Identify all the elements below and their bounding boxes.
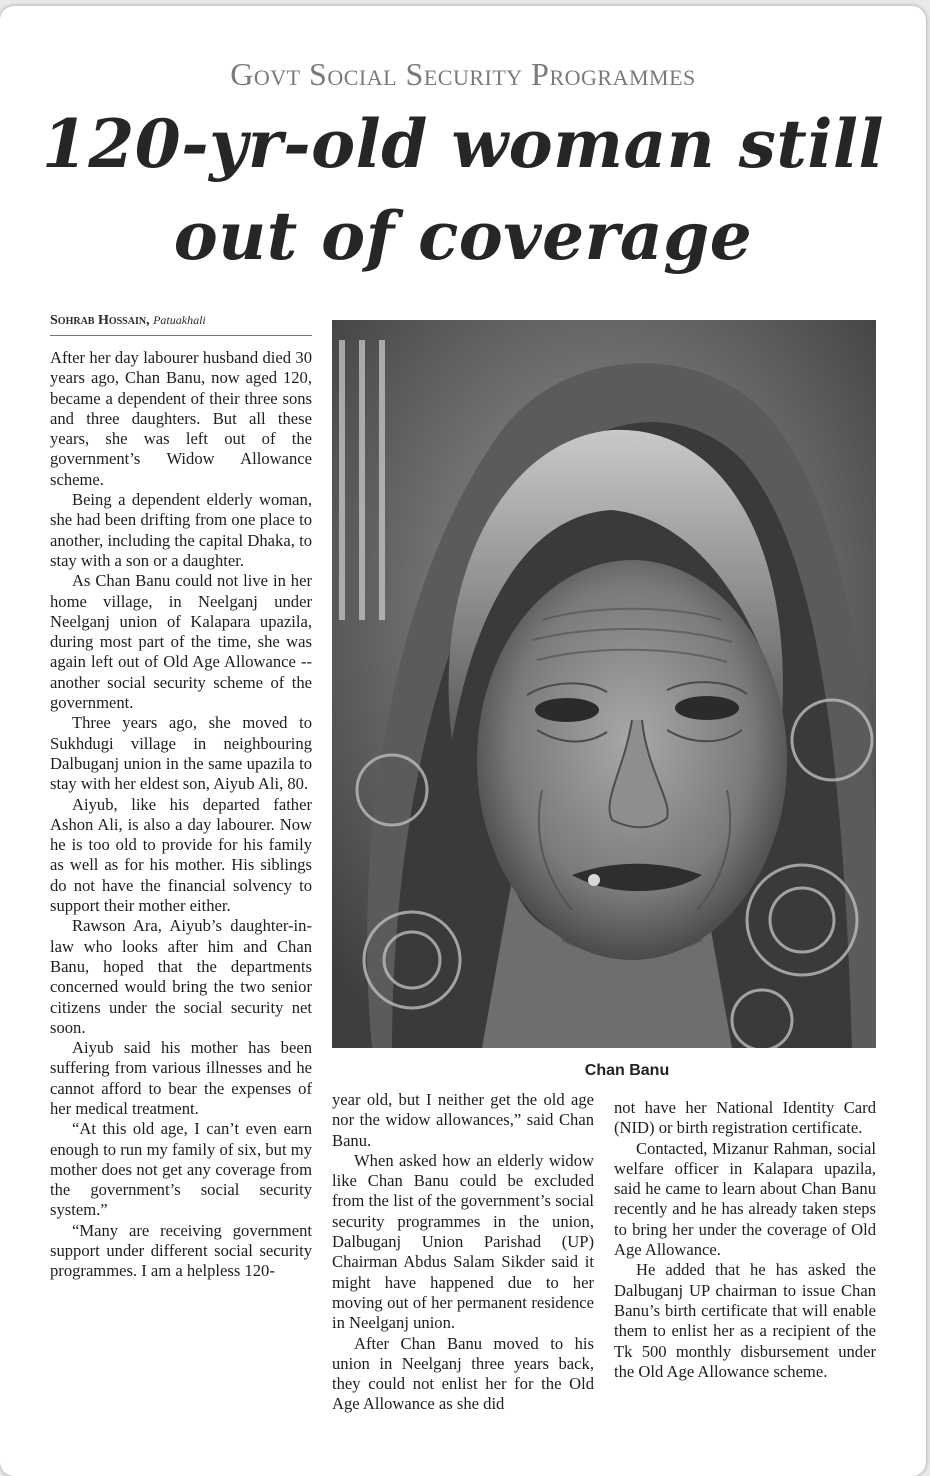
headline-line-2: out of coverage <box>173 197 753 275</box>
byline-place: Patuakhali <box>153 313 206 327</box>
paragraph: Rawson Ara, Aiyub’s daughter-in-law who looks after him and Chan Banu, hoped that the departments concerned would bring the two senior citizens under the social security net soon. <box>50 916 312 1037</box>
article-column-3 <box>614 1098 876 1382</box>
newspaper-page <box>0 6 926 1476</box>
paragraph: When asked how an elderly widow like Chan Banu could be excluded from the list of the government’s social security programmes in the union, Dalbuganj Union Parishad (UP) Chairman Abdus Salam Sikder said it might have happened due to her moving out of her permanent residence in Neelganj union. <box>332 1150 594 1333</box>
paragraph: Aiyub, like his departed father Ashon Ali, is also a day labourer. Now he is too old to provide for his family as well as for his mother. His siblings do not have the financial solvency to support their mother either. <box>50 794 312 916</box>
headline-line-1: 120-yr-old woman still <box>41 105 885 183</box>
section-kicker: Govt Social Security Programmes <box>230 56 696 92</box>
paragraph: not have her National Identity Card (NID) or birth registration certificate. <box>614 1098 876 1138</box>
paragraph: He added that he has asked the Dalbuganj UP chairman to issue Chan Banu’s birth certificate that will enable them to enlist her as a recipient of the Tk 500 monthly disbursement under the Old Age Allowance scheme. <box>614 1260 876 1381</box>
article-column-1 <box>50 348 312 1282</box>
article-column-2 <box>332 1090 594 1415</box>
paragraph: “Many are receiving government support under different social security programmes. I am a helpless 120- <box>50 1220 312 1281</box>
paragraph: Contacted, Mizanur Rahman, social welfare officer in Kalapara upazila, said he came to learn about Chan Banu recently and he has already taken steps to bring her under the coverage of Old Age Allowance. <box>614 1138 876 1260</box>
paragraph: After Chan Banu moved to his union in Neelganj three years back, they could not enlist her for the Old Age Allowance as she did <box>332 1333 594 1414</box>
paragraph: Three years ago, she moved to Sukhdugi village in neighbouring Dalbuganj union in the same upazila to stay with her eldest son, Aiyub Ali, 80. <box>50 713 312 794</box>
portrait-photo <box>332 320 876 1048</box>
byline-author: Sohrab Hossain, <box>50 313 150 328</box>
paragraph: After her day labourer husband died 30 years ago, Chan Banu, now aged 120, became a dependent of their three sons and three daughters. But all these years, she was left out of the government’s Widow Allowance scheme. <box>50 348 312 489</box>
photo-caption: Chan Banu <box>584 1062 670 1079</box>
paragraph: Being a dependent elderly woman, she had been drifting from one place to another, including the capital Dhaka, to stay with a son or a daughter. <box>50 490 312 570</box>
paragraph: As Chan Banu could not live in her home village, in Neelganj under Neelganj union of Kalapara upazila, during most part of the time, she was again left out of Old Age Allowance -- another social security scheme of the government. <box>50 571 312 713</box>
paragraph: “At this old age, I can’t even earn enough to run my family of six, but my mother does not get any coverage from the government’s social security system.” <box>50 1119 312 1220</box>
paragraph: Aiyub said his mother has been suffering from various illnesses and he cannot afford to bear the expenses of her medical treatment. <box>50 1038 312 1118</box>
byline <box>50 313 312 336</box>
portrait-illustration <box>332 320 876 1048</box>
paragraph: year old, but I neither get the old age nor the widow allowances,” said Chan Banu. <box>332 1090 594 1150</box>
headline <box>0 98 926 282</box>
